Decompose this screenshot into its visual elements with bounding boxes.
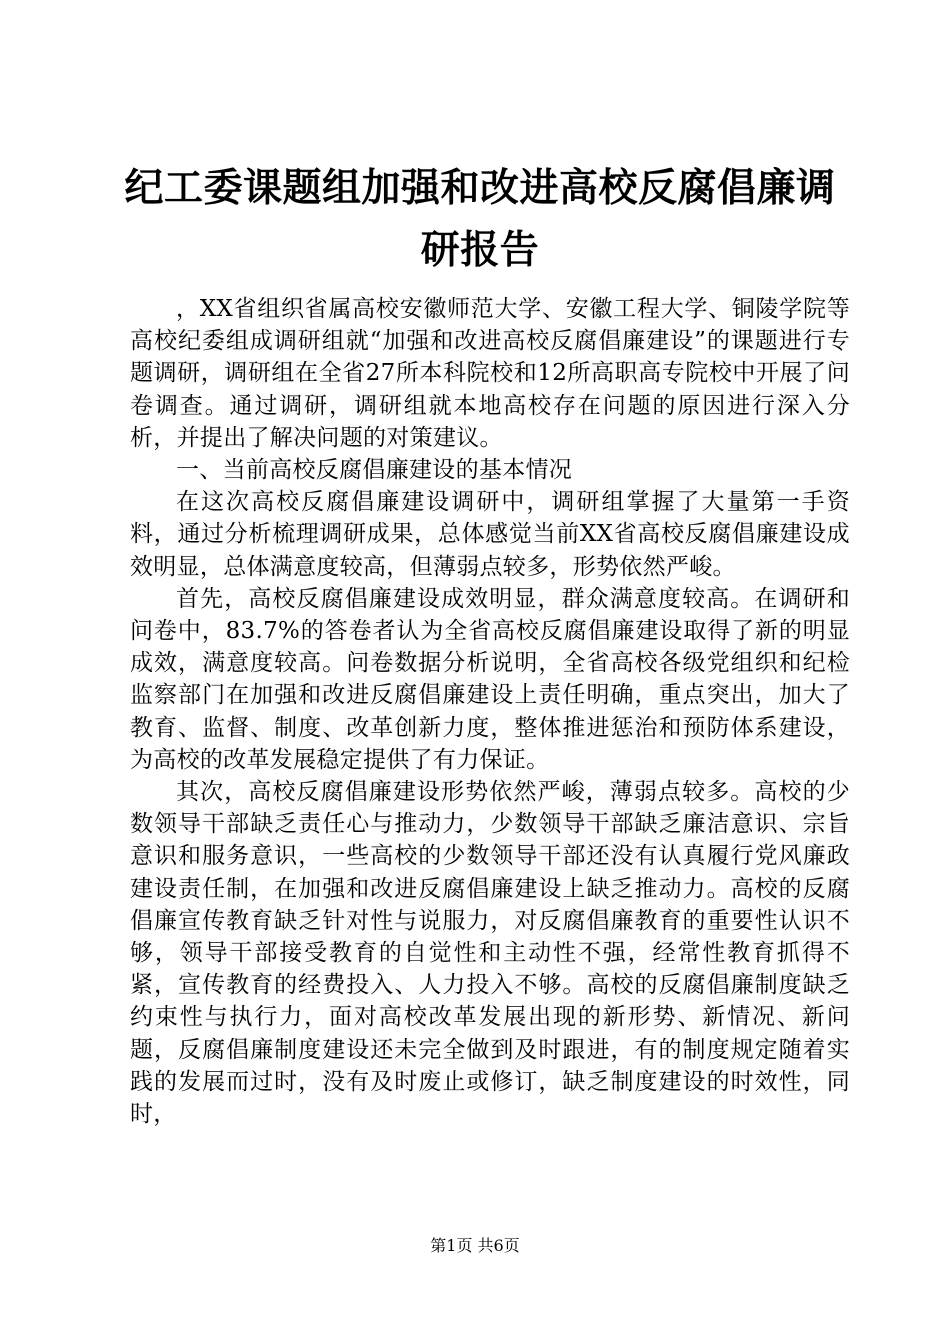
- section-heading: 一、当前高校反腐倡廉建设的基本情况: [176, 457, 573, 484]
- body-paragraph: 首先，高校反腐倡廉建设成效明显，群众满意度较高。在调研和问卷中，83.7%的答卷者认为全省高校反腐倡廉建设取得了新的明显成效，满意度较高。问卷数据分析说明，全省高校各级党组织和纪检监察部门在加强和改进反腐倡廉建设上责任明确，重点突出，加大了教育、监督、制度、改革创新力度，整体推进惩治和预防体系建设，为高校的改革发展稳定提供了有力保证。: [130, 585, 850, 773]
- page-footer: 第1页 共6页: [430, 1236, 520, 1255]
- body-paragraph: 其次，高校反腐倡廉建设形势依然严峻，薄弱点较多。高校的少数领导干部缺乏责任心与推动力，少数领导干部缺乏廉洁意识、宗旨意识和服务意识，一些高校的少数领导干部还没有认真履行党风廉政建设责任制，在加强和改进反腐倡廉建设上缺乏推动力。高校的反腐倡廉宣传教育缺乏针对性与说服力，对反腐倡廉教育的重要性认识不够，领导干部接受教育的自觉性和主动性不强，经常性教育抓得不紧，宣传教育的经费投入、人力投入不够。高校的反腐倡廉制度缺乏约束性与执行力，面对高校改革发展出现的新形势、新情况、新问题，反腐倡廉制度建设还未完全做到及时跟进，有的制度规定随着实践的发展而过时，没有及时废止或修订，缺乏制度建设的时效性，同时，: [130, 779, 850, 1128]
- document-body: [130, 293, 850, 1130]
- body-paragraph: 在这次高校反腐倡廉建设调研中，调研组掌握了大量第一手资料，通过分析梳理调研成果，总体感觉当前XX省高校反腐倡廉建设成效明显，总体满意度较高，但薄弱点较多，形势依然严峻。: [130, 489, 850, 580]
- intro-paragraph: ，XX省组织省属高校安徽师范大学、安徽工程大学、铜陵学院等高校纪委组成调研组就“加强和改进高校反腐倡廉建设”的课题进行专题调研，调研组在全省27所本科院校和12所高职高专院校中开展了问卷调查。通过调研，调研组就本地高校存在问题的原因进行深入分析，并提出了解决问题的对策建议。: [130, 296, 850, 451]
- document-title: 纪工委课题组加强和改进高校反腐倡廉调研报告: [124, 165, 836, 273]
